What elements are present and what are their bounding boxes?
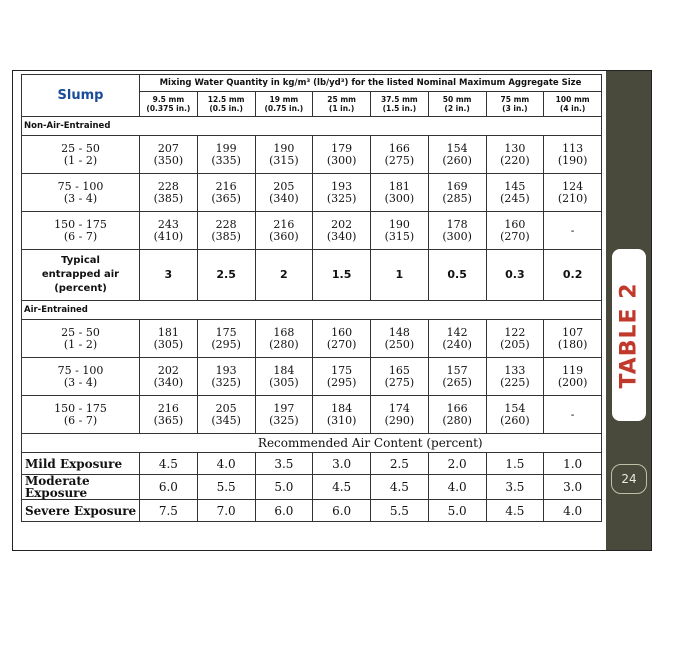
aggregate-size-header (544, 92, 602, 117)
slump-header: Slump (22, 75, 140, 117)
value-lb: (325) (211, 375, 241, 389)
value-kg: 148 (388, 325, 410, 339)
slump-range (22, 320, 140, 358)
size-mm: 75 mm (500, 95, 530, 104)
value-lb: (200) (557, 375, 588, 389)
water-quantity-cell (371, 396, 429, 434)
value-lb: (310) (326, 413, 357, 427)
typical-entrapped-air-label (22, 250, 140, 301)
slump-range (22, 358, 140, 396)
value-lb: (295) (326, 375, 357, 389)
value-lb: (315) (384, 229, 415, 243)
slump-in: (3 - 4) (63, 375, 98, 389)
value-kg: 184 (273, 363, 295, 377)
slump-mm: 150 - 175 (54, 401, 107, 415)
slump-mm: 25 - 50 (61, 325, 100, 339)
air-content-cell: 3.5 (486, 475, 544, 500)
air-content-cell: 5.0 (428, 500, 486, 522)
exposure-label: Moderate Exposure (22, 475, 140, 500)
water-quantity-cell (428, 212, 486, 250)
water-quantity-cell (255, 174, 313, 212)
water-quantity-cell (371, 174, 429, 212)
water-quantity-cell (486, 136, 544, 174)
value-kg: 216 (157, 401, 179, 415)
air-content-cell: 4.0 (544, 500, 602, 522)
air-content-cell: 2.0 (428, 453, 486, 475)
value-kg: 243 (157, 217, 179, 231)
value-kg: 175 (215, 325, 237, 339)
value-kg: 199 (215, 141, 237, 155)
recommended-air-header: Recommended Air Content (percent) (140, 434, 602, 453)
mixing-water-table (21, 74, 602, 522)
water-quantity-cell (140, 212, 198, 250)
air-content-cell: 4.5 (140, 453, 198, 475)
value-lb: (340) (326, 229, 357, 243)
value-kg: 190 (388, 217, 410, 231)
air-content-cell: 5.5 (371, 500, 429, 522)
water-quantity-cell (197, 212, 255, 250)
table-row (22, 136, 602, 174)
value-kg: 197 (273, 401, 295, 415)
air-content-cell: 5.0 (255, 475, 313, 500)
value-lb: (315) (269, 153, 299, 167)
exposure-row (22, 453, 602, 475)
value-kg: 145 (504, 179, 526, 193)
water-quantity-cell (197, 174, 255, 212)
size-mm: 37.5 mm (381, 95, 418, 104)
value-kg: 122 (504, 325, 526, 339)
air-content-cell: 6.0 (140, 475, 198, 500)
size-mm: 12.5 mm (207, 95, 245, 104)
entrapped-air-cell: 2.5 (197, 250, 255, 301)
value-lb: (305) (153, 337, 184, 351)
value-kg: 165 (388, 363, 410, 377)
value-lb: (290) (384, 413, 415, 427)
value-lb: (300) (384, 191, 415, 205)
value-lb: (325) (326, 191, 357, 205)
entrapped-air-cell: 0.3 (486, 250, 544, 301)
value-lb: (340) (153, 375, 184, 389)
size-mm: 25 mm (327, 95, 356, 104)
value-kg: 175 (331, 363, 353, 377)
value-lb: (275) (384, 153, 415, 167)
value-kg: 169 (446, 179, 468, 193)
entrapped-air-cell: 1.5 (313, 250, 371, 301)
slump-range (22, 174, 140, 212)
air-content-cell: 6.0 (255, 500, 313, 522)
size-in: (1.5 in.) (382, 104, 417, 113)
air-content-cell: 1.0 (544, 453, 602, 475)
water-quantity-cell (255, 212, 313, 250)
air-content-cell: 2.5 (371, 453, 429, 475)
water-quantity-cell (486, 358, 544, 396)
air-entrained-label: Air-Entrained (22, 301, 602, 320)
water-quantity-cell (544, 136, 602, 174)
exposure-label: Mild Exposure (22, 453, 140, 475)
value-lb: (295) (211, 337, 241, 351)
value-kg: 205 (215, 401, 237, 415)
slump-in: (6 - 7) (63, 229, 98, 243)
slump-mm: 150 - 175 (54, 217, 107, 231)
water-quantity-cell (486, 174, 544, 212)
value-kg: 178 (446, 217, 468, 231)
non-air-entrained-label-row (22, 117, 602, 136)
water-quantity-cell (544, 320, 602, 358)
water-quantity-cell (428, 320, 486, 358)
value-lb: (190) (557, 153, 588, 167)
water-quantity-cell (313, 320, 371, 358)
exposure-label: Severe Exposure (22, 500, 140, 522)
value-kg: 193 (215, 363, 237, 377)
size-mm: 19 mm (269, 95, 299, 104)
slump-range (22, 136, 140, 174)
water-quantity-cell (313, 174, 371, 212)
value-lb: (410) (153, 229, 184, 243)
water-quantity-cell (544, 174, 602, 212)
value-kg: 193 (331, 179, 353, 193)
recommended-air-row (22, 434, 602, 453)
water-quantity-cell (544, 396, 602, 434)
value-kg: 154 (446, 141, 468, 155)
value-lb: (285) (442, 191, 472, 205)
value-kg: 107 (562, 325, 584, 339)
water-quantity-cell (313, 396, 371, 434)
header-row (22, 75, 602, 92)
air-content-cell: 3.0 (544, 475, 602, 500)
aggregate-size-header (255, 92, 313, 117)
water-quantity-cell (197, 320, 255, 358)
water-quantity-cell (544, 358, 602, 396)
aggregate-size-header (428, 92, 486, 117)
value-lb: (275) (384, 375, 415, 389)
value-lb: (260) (500, 413, 530, 427)
value-kg: 202 (331, 217, 353, 231)
slump-mm: 75 - 100 (57, 363, 104, 377)
page-number: 24 (611, 464, 647, 494)
value-kg: 228 (215, 217, 237, 231)
value-lb: (350) (153, 153, 184, 167)
value-kg: 181 (388, 179, 410, 193)
water-quantity-cell (371, 212, 429, 250)
air-content-cell: 7.5 (140, 500, 198, 522)
value-kg: 216 (273, 217, 295, 231)
value-kg: 205 (273, 179, 295, 193)
value-lb: (305) (269, 375, 299, 389)
value-lb: (265) (442, 375, 472, 389)
table-row (22, 174, 602, 212)
slump-mm: 25 - 50 (61, 141, 100, 155)
water-quantity-cell (140, 396, 198, 434)
slide-content (13, 71, 606, 550)
value-kg: 228 (157, 179, 179, 193)
aggregate-size-header (140, 92, 198, 117)
water-quantity-cell (428, 396, 486, 434)
air-content-cell: 3.0 (313, 453, 371, 475)
water-quantity-cell (197, 358, 255, 396)
water-quantity-cell (140, 136, 198, 174)
aggregate-size-header (371, 92, 429, 117)
value-kg: 207 (157, 141, 179, 155)
value-lb: (245) (500, 191, 530, 205)
air-entrained-label-row (22, 301, 602, 320)
aggregate-size-header (197, 92, 255, 117)
label-line: (percent) (54, 283, 107, 294)
value-lb: (220) (500, 153, 530, 167)
value-kg: 119 (562, 363, 584, 377)
water-quantity-cell (428, 174, 486, 212)
sidebar (606, 71, 651, 550)
size-in: (3 in.) (502, 104, 528, 113)
value-kg: 160 (504, 217, 526, 231)
value-lb: (280) (269, 337, 299, 351)
water-quantity-cell (544, 212, 602, 250)
value-kg: 166 (388, 141, 410, 155)
value-kg: 154 (504, 401, 526, 415)
air-content-cell: 4.0 (428, 475, 486, 500)
value-kg: 168 (273, 325, 295, 339)
size-in: (2 in.) (444, 104, 470, 113)
value-lb: (365) (211, 191, 241, 205)
value-lb: (180) (557, 337, 588, 351)
table-row (22, 396, 602, 434)
value-kg: 130 (504, 141, 526, 155)
table-title-tab (612, 249, 646, 421)
water-quantity-cell (428, 358, 486, 396)
blank-cell (22, 434, 140, 453)
value-kg: 160 (331, 325, 353, 339)
value-kg: 142 (446, 325, 468, 339)
value-kg: 113 (562, 141, 584, 155)
slump-range (22, 396, 140, 434)
slump-in: (1 - 2) (63, 153, 98, 167)
slump-in: (1 - 2) (63, 337, 98, 351)
air-content-cell: 4.5 (486, 500, 544, 522)
air-content-cell: 4.0 (197, 453, 255, 475)
slump-range (22, 212, 140, 250)
table-row (22, 212, 602, 250)
entrapped-air-cell: 0.2 (544, 250, 602, 301)
water-quantity-cell (428, 136, 486, 174)
water-quantity-cell (371, 358, 429, 396)
value-kg: 181 (157, 325, 179, 339)
value-lb: (270) (326, 337, 357, 351)
air-content-cell: 4.5 (313, 475, 371, 500)
typical-entrapped-air-row (22, 250, 602, 301)
water-quantity-cell (197, 136, 255, 174)
water-quantity-cell (140, 320, 198, 358)
water-quantity-cell (255, 320, 313, 358)
water-quantity-cell (486, 212, 544, 250)
slump-in: (6 - 7) (63, 413, 98, 427)
slide (12, 70, 652, 551)
water-quantity-cell (371, 320, 429, 358)
water-quantity-cell (255, 136, 313, 174)
entrapped-air-cell: 1 (371, 250, 429, 301)
value-kg: 166 (446, 401, 468, 415)
table-row (22, 320, 602, 358)
value-kg: 174 (388, 401, 410, 415)
value-kg: 157 (446, 363, 468, 377)
water-quantity-cell (140, 358, 198, 396)
water-quantity-cell (313, 358, 371, 396)
value-kg: 179 (331, 141, 353, 155)
value-kg: - (570, 223, 575, 237)
value-lb: (340) (269, 191, 299, 205)
air-content-cell: 3.5 (255, 453, 313, 475)
water-quantity-cell (140, 174, 198, 212)
value-lb: (280) (442, 413, 472, 427)
value-kg: 216 (215, 179, 237, 193)
entrapped-air-cell: 3 (140, 250, 198, 301)
size-in: (1 in.) (328, 104, 355, 113)
entrapped-air-cell: 2 (255, 250, 313, 301)
mixing-water-header: Mixing Water Quantity in kg/m³ (lb/yd³) for the listed Nominal Maximum Aggregate Size (140, 75, 602, 92)
water-quantity-cell (486, 396, 544, 434)
table-title: TABLE 2 (616, 281, 642, 389)
water-quantity-cell (486, 320, 544, 358)
water-quantity-cell (371, 136, 429, 174)
label-line: Typical (61, 255, 100, 266)
water-quantity-cell (197, 396, 255, 434)
value-lb: (360) (269, 229, 299, 243)
air-content-cell: 6.0 (313, 500, 371, 522)
value-kg: 124 (562, 179, 584, 193)
exposure-row (22, 475, 602, 500)
non-air-entrained-label: Non-Air-Entrained (22, 117, 602, 136)
value-lb: (210) (557, 191, 588, 205)
water-quantity-cell (313, 136, 371, 174)
aggregate-size-header (313, 92, 371, 117)
value-kg: 190 (273, 141, 295, 155)
size-mm: 50 mm (442, 95, 472, 104)
entrapped-air-cell: 0.5 (428, 250, 486, 301)
air-content-cell: 7.0 (197, 500, 255, 522)
value-lb: (225) (500, 375, 530, 389)
value-kg: 133 (504, 363, 526, 377)
size-in: (0.5 in.) (209, 104, 243, 113)
value-lb: (270) (500, 229, 530, 243)
table-row (22, 358, 602, 396)
value-lb: (240) (442, 337, 472, 351)
label-line: entrapped air (41, 269, 120, 280)
water-quantity-cell (313, 212, 371, 250)
value-kg: 184 (331, 401, 353, 415)
value-lb: (325) (269, 413, 299, 427)
slump-mm: 75 - 100 (57, 179, 104, 193)
aggregate-size-header (486, 92, 544, 117)
value-lb: (300) (442, 229, 472, 243)
value-lb: (205) (500, 337, 530, 351)
size-in: (0.375 in.) (146, 104, 191, 113)
slump-in: (3 - 4) (63, 191, 98, 205)
size-mm: 9.5 mm (152, 95, 185, 104)
value-kg: 202 (157, 363, 179, 377)
value-lb: (385) (153, 191, 184, 205)
value-lb: (335) (211, 153, 241, 167)
size-in: (4 in.) (559, 104, 586, 113)
value-lb: (260) (442, 153, 472, 167)
exposure-row (22, 500, 602, 522)
air-content-cell: 4.5 (371, 475, 429, 500)
size-in: (0.75 in.) (264, 104, 304, 113)
air-content-cell: 5.5 (197, 475, 255, 500)
size-mm: 100 mm (555, 95, 590, 104)
air-content-cell: 1.5 (486, 453, 544, 475)
value-lb: (250) (384, 337, 415, 351)
value-lb: (365) (153, 413, 184, 427)
value-kg: - (570, 407, 575, 421)
water-quantity-cell (255, 396, 313, 434)
value-lb: (345) (211, 413, 241, 427)
value-lb: (385) (211, 229, 241, 243)
value-lb: (300) (326, 153, 357, 167)
water-quantity-cell (255, 358, 313, 396)
